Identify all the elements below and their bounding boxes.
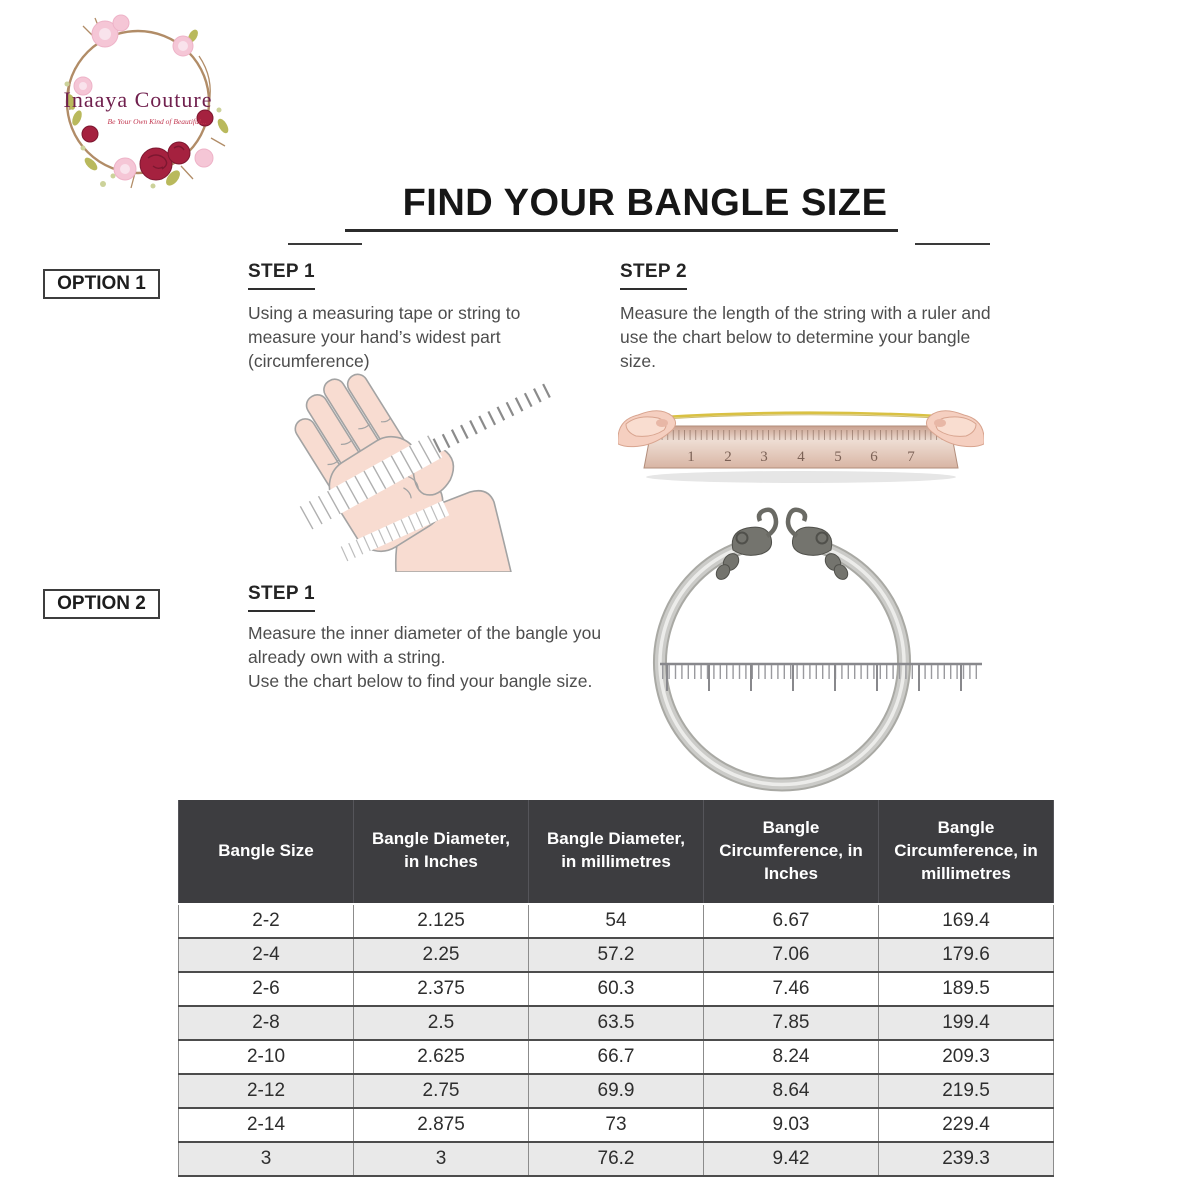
cell: 7.85 xyxy=(704,1006,879,1040)
cell: 229.4 xyxy=(879,1108,1054,1142)
chart-row xyxy=(179,1142,1054,1176)
cell: 3 xyxy=(354,1142,529,1176)
cell: 9.42 xyxy=(704,1142,879,1176)
brand-name: Inaaya Couture xyxy=(63,87,213,112)
chart-row xyxy=(179,1108,1054,1142)
cell: 2-12 xyxy=(179,1074,354,1108)
chart-row xyxy=(179,972,1054,1006)
option1-step1-heading: STEP 1 xyxy=(248,261,315,290)
chart-row xyxy=(179,1074,1054,1108)
cell: 7.46 xyxy=(704,972,879,1006)
option1-step2-heading: STEP 2 xyxy=(620,261,687,290)
cell: 2.625 xyxy=(354,1040,529,1074)
cell: 199.4 xyxy=(879,1006,1054,1040)
ruler-number: 6 xyxy=(870,449,878,465)
cell: 219.5 xyxy=(879,1074,1054,1108)
cell: 2.375 xyxy=(354,972,529,1006)
header-circumference-mm: Bangle Circumference, in millimetres xyxy=(879,800,1054,904)
option2-step1-text xyxy=(248,621,620,693)
ruler-number: 1 xyxy=(687,449,695,465)
size-chart-section xyxy=(178,800,1054,1177)
cell: 76.2 xyxy=(529,1142,704,1176)
chart-row xyxy=(179,1040,1054,1074)
cell: 2.125 xyxy=(354,904,529,938)
cell: 239.3 xyxy=(879,1142,1054,1176)
decorative-rule-left xyxy=(288,243,362,245)
cell: 8.24 xyxy=(704,1040,879,1074)
cell: 2.75 xyxy=(354,1074,529,1108)
option1-step1-text: Using a measuring tape or string to measure your hand’s widest part (circumference) xyxy=(248,303,521,372)
cell: 9.03 xyxy=(704,1108,879,1142)
header-circumference-inches: Bangle Circumference, in Inches xyxy=(704,800,879,904)
hand-measuring-illustration xyxy=(248,366,570,572)
title-underline xyxy=(345,229,898,232)
cell: 2-10 xyxy=(179,1040,354,1074)
cell: 2-14 xyxy=(179,1108,354,1142)
ruler-number: 4 xyxy=(797,449,805,465)
cell: 2-8 xyxy=(179,1006,354,1040)
ruler-number: 3 xyxy=(760,449,768,465)
cell: 209.3 xyxy=(879,1040,1054,1074)
cell: 2-6 xyxy=(179,972,354,1006)
cell: 2.875 xyxy=(354,1108,529,1142)
bangle-size-chart xyxy=(178,800,1054,1177)
cell: 2.5 xyxy=(354,1006,529,1040)
decorative-rule-right xyxy=(915,243,990,245)
option1-box: OPTION 1 xyxy=(43,269,160,299)
cell: 69.9 xyxy=(529,1074,704,1108)
cell: 60.3 xyxy=(529,972,704,1006)
ruler-number: 7 xyxy=(907,449,915,465)
string-over-ruler-photo xyxy=(618,380,984,488)
brand-logo xyxy=(33,6,245,198)
header-diameter-mm: Bangle Diameter, in millimetres xyxy=(529,800,704,904)
option2-step1-heading: STEP 1 xyxy=(248,583,315,612)
cell: 8.64 xyxy=(704,1074,879,1108)
cell: 54 xyxy=(529,904,704,938)
cell: 63.5 xyxy=(529,1006,704,1040)
cell: 66.7 xyxy=(529,1040,704,1074)
option2-step1-line2: Use the chart below to find your bangle size. xyxy=(248,671,593,692)
cell: 7.06 xyxy=(704,938,879,972)
cell: 179.6 xyxy=(879,938,1054,972)
option2-box: OPTION 2 xyxy=(43,589,160,619)
ruler-number: 2 xyxy=(724,449,732,465)
chart-row xyxy=(179,938,1054,972)
chart-row xyxy=(179,1006,1054,1040)
page-title: FIND YOUR BANGLE SIZE xyxy=(402,182,888,224)
cell: 189.5 xyxy=(879,972,1054,1006)
cell: 73 xyxy=(529,1108,704,1142)
header-bangle-size: Bangle Size xyxy=(179,800,354,904)
header-diameter-inches: Bangle Diameter, in Inches xyxy=(354,800,529,904)
ruler-number: 5 xyxy=(834,449,842,465)
cell: 2-2 xyxy=(179,904,354,938)
brand-tagline: Be Your Own Kind of Beautiful... xyxy=(107,117,207,126)
bangle-over-ruler-photo xyxy=(630,492,1015,797)
cell: 3 xyxy=(179,1142,354,1176)
chart-row xyxy=(179,904,1054,938)
option2-step1-line1: Measure the inner diameter of the bangle you already own with a string. xyxy=(248,623,602,668)
option1-step2-text: Measure the length of the string with a ruler and use the chart below to determine your bangle size. xyxy=(620,303,991,372)
chart-header-row xyxy=(179,800,1054,904)
cell: 6.67 xyxy=(704,904,879,938)
wreath-logo-graphic xyxy=(33,6,245,198)
cell: 2.25 xyxy=(354,938,529,972)
cell: 169.4 xyxy=(879,904,1054,938)
cell: 2-4 xyxy=(179,938,354,972)
cell: 57.2 xyxy=(529,938,704,972)
